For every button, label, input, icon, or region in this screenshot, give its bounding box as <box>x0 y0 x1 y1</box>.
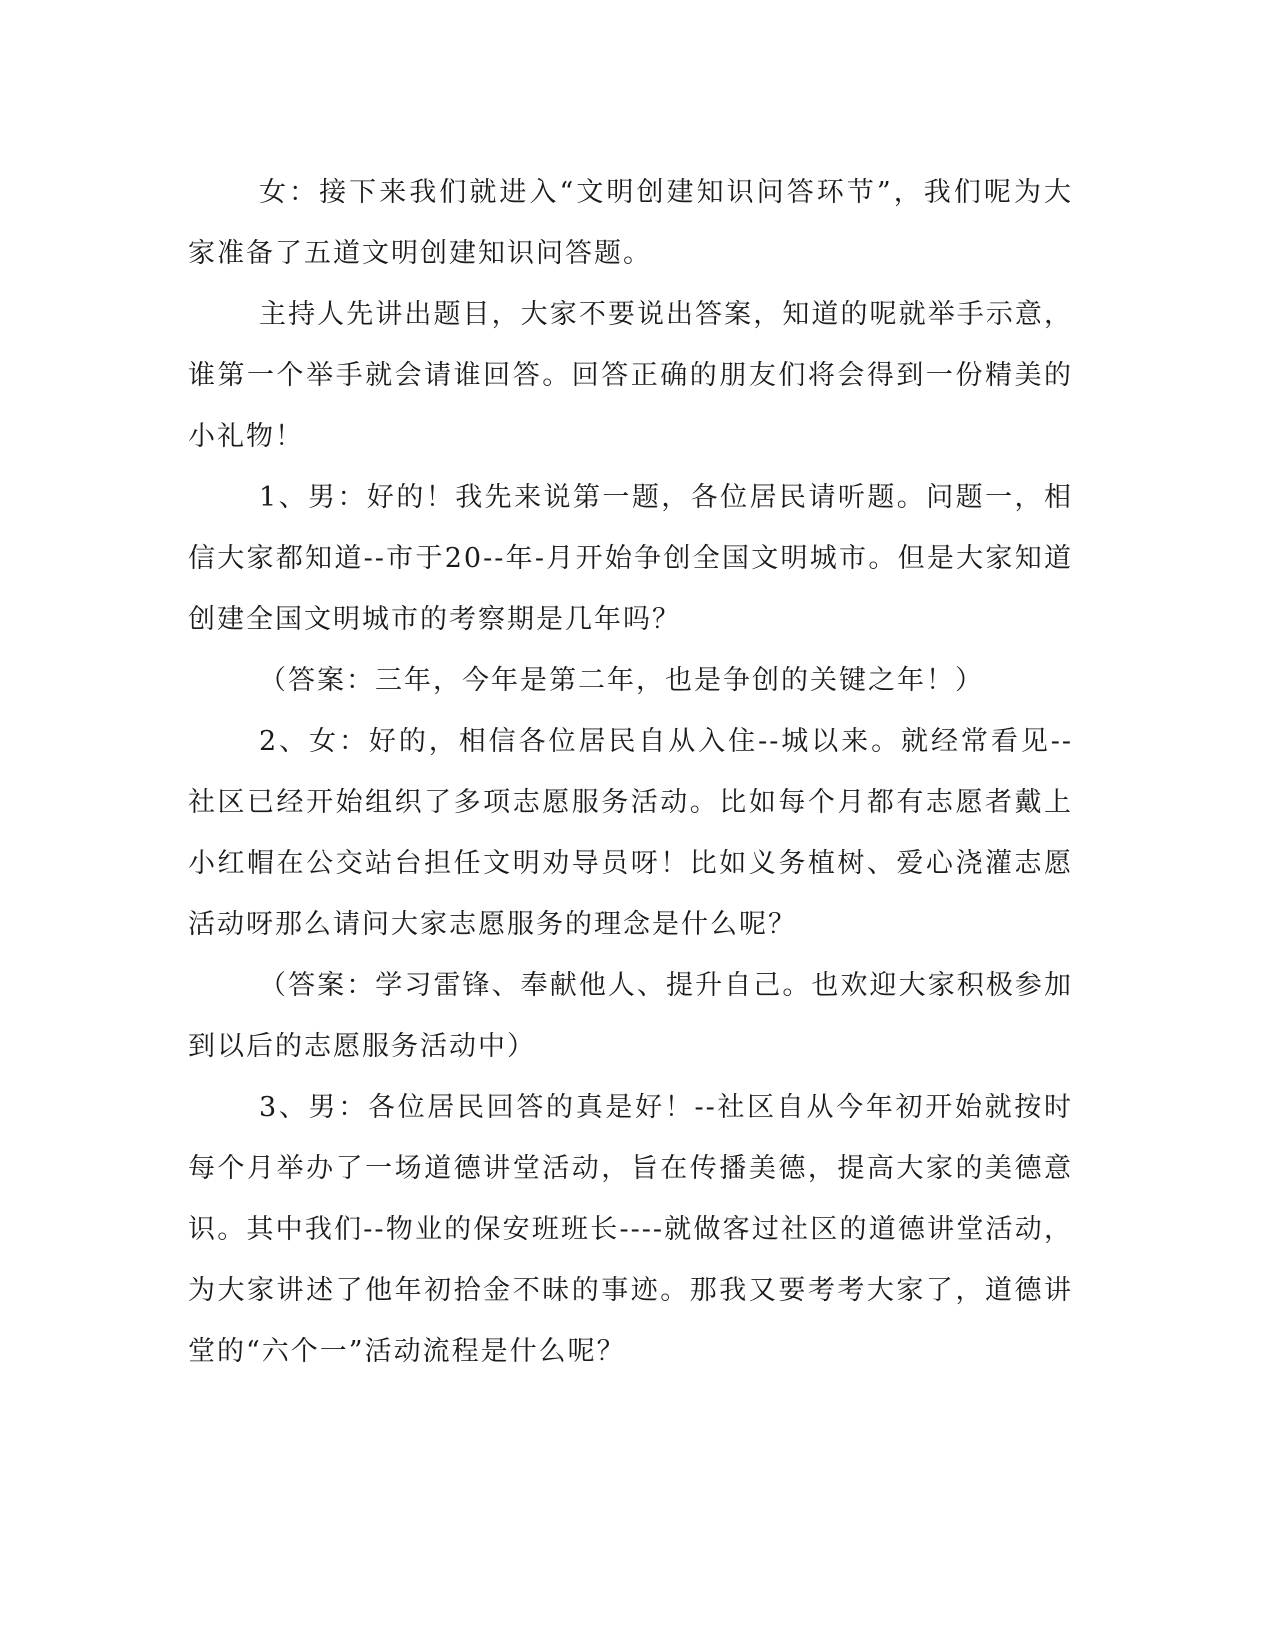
paragraph-answer-2: （答案：学习雷锋、奉献他人、提升自己。也欢迎大家积极参加到以后的志愿服务活动中） <box>188 970 1073 1062</box>
document-body <box>188 162 1073 1382</box>
paragraph-answer-1: （答案：三年，今年是第二年，也是争创的关键之年！） <box>259 665 984 696</box>
paragraph-question-2: 2、女：好的，相信各位居民自从入住--城以来。就经常看见--社区已经开始组织了多项志愿服务活动。比如每个月都有志愿者戴上小红帽在公交站台担任文明劝导员呀！比如义务植树、爱心浇灌志愿活动呀那么请问大家志愿服务的理念是什么呢？ <box>188 726 1073 940</box>
paragraph-intro: 女：接下来我们就进入“文明创建知识问答环节”，我们呢为大家准备了五道文明创建知识问答题。 <box>188 177 1073 269</box>
paragraph-question-3: 3、男：各位居民回答的真是好！--社区自从今年初开始就按时每个月举办了一场道德讲堂活动，旨在传播美德，提高大家的美德意识。其中我们--物业的保安班班长----就做客过社区的道德讲堂活动，为大家讲述了他年初拾金不昧的事迹。那我又要考考大家了，道德讲堂的“六个一”活动流程是什么呢？ <box>188 1092 1073 1367</box>
paragraph-rules: 主持人先讲出题目，大家不要说出答案，知道的呢就举手示意，谁第一个举手就会请谁回答。回答正确的朋友们将会得到一份精美的小礼物！ <box>188 299 1073 452</box>
paragraph-question-1: 1、男：好的！我先来说第一题，各位居民请听题。问题一，相信大家都知道--市于20--年-月开始争创全国文明城市。但是大家知道创建全国文明城市的考察期是几年吗？ <box>188 482 1073 635</box>
